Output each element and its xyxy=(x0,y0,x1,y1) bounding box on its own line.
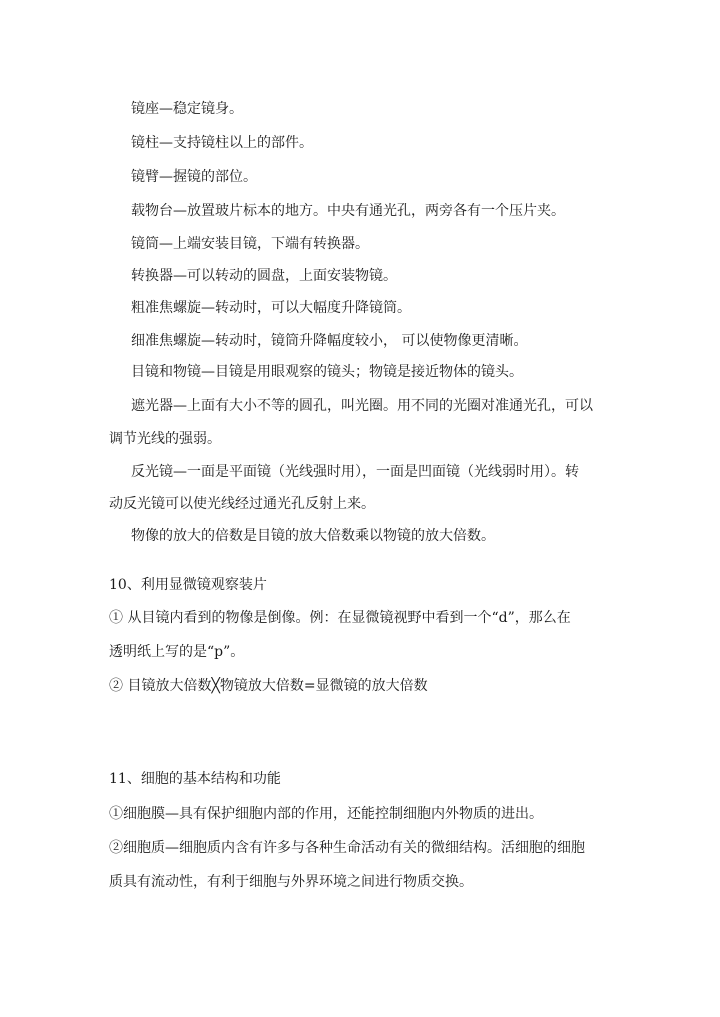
text-line: 动反光镜可以使光线经过通光孔反射上来。 xyxy=(109,496,375,512)
text-line: ② 目镜放大倍数╳物镜放大倍数=显微镜的放大倍数 xyxy=(109,678,428,694)
text-line: 镜臂—握镜的部位。 xyxy=(131,169,257,185)
text-line: 载物台—放置玻片标本的地方。中央有通光孔，两旁各有一个压片夹。 xyxy=(131,203,565,219)
text-line: 质具有流动性，有利于细胞与外界环境之间进行物质交换。 xyxy=(109,874,473,890)
text-line: 镜筒—上端安装目镜，下端有转换器。 xyxy=(131,236,369,252)
text-line: ②细胞质—细胞质内含有许多与各种生命活动有关的微细结构。活细胞的细胞 xyxy=(109,840,585,856)
text-line: 物像的放大的倍数是目镜的放大倍数乘以物镜的放大倍数。 xyxy=(131,528,495,544)
text-line: 转换器—可以转动的圆盘，上面安装物镜。 xyxy=(131,268,397,284)
text-line: ①细胞膜—具有保护细胞内部的作用，还能控制细胞内外物质的进出。 xyxy=(109,806,543,822)
text-line: 镜座—稳定镜身。 xyxy=(131,101,243,117)
text-line: 反光镜—一面是平面镜（光线强时用），一面是凹面镜（光线弱时用）。转 xyxy=(131,464,579,480)
text-line: 透明纸上写的是“p”。 xyxy=(109,644,245,660)
text-line: 粗准焦螺旋—转动时，可以大幅度升降镜筒。 xyxy=(131,300,411,316)
text-line: 遮光器—上面有大小不等的圆孔，叫光圈。用不同的光圈对准通光孔，可以 xyxy=(131,398,593,414)
text-line: ① 从目镜内看到的物像是倒像。例：在显微镜视野中看到一个“d”，那么在 xyxy=(109,610,571,626)
section-heading: 11、细胞的基本结构和功能 xyxy=(109,771,281,787)
text-line: 目镜和物镜—目镜是用眼观察的镜头；物镜是接近物体的镜头。 xyxy=(131,364,523,380)
text-line: 调节光线的强弱。 xyxy=(109,431,221,447)
section-heading: 10、利用显微镜观察装片 xyxy=(109,577,267,593)
text-line: 镜柱—支持镜柱以上的部件。 xyxy=(131,135,313,151)
text-line: 细准焦螺旋—转动时，镜筒升降幅度较小， 可以使物像更清晰。 xyxy=(131,333,528,349)
